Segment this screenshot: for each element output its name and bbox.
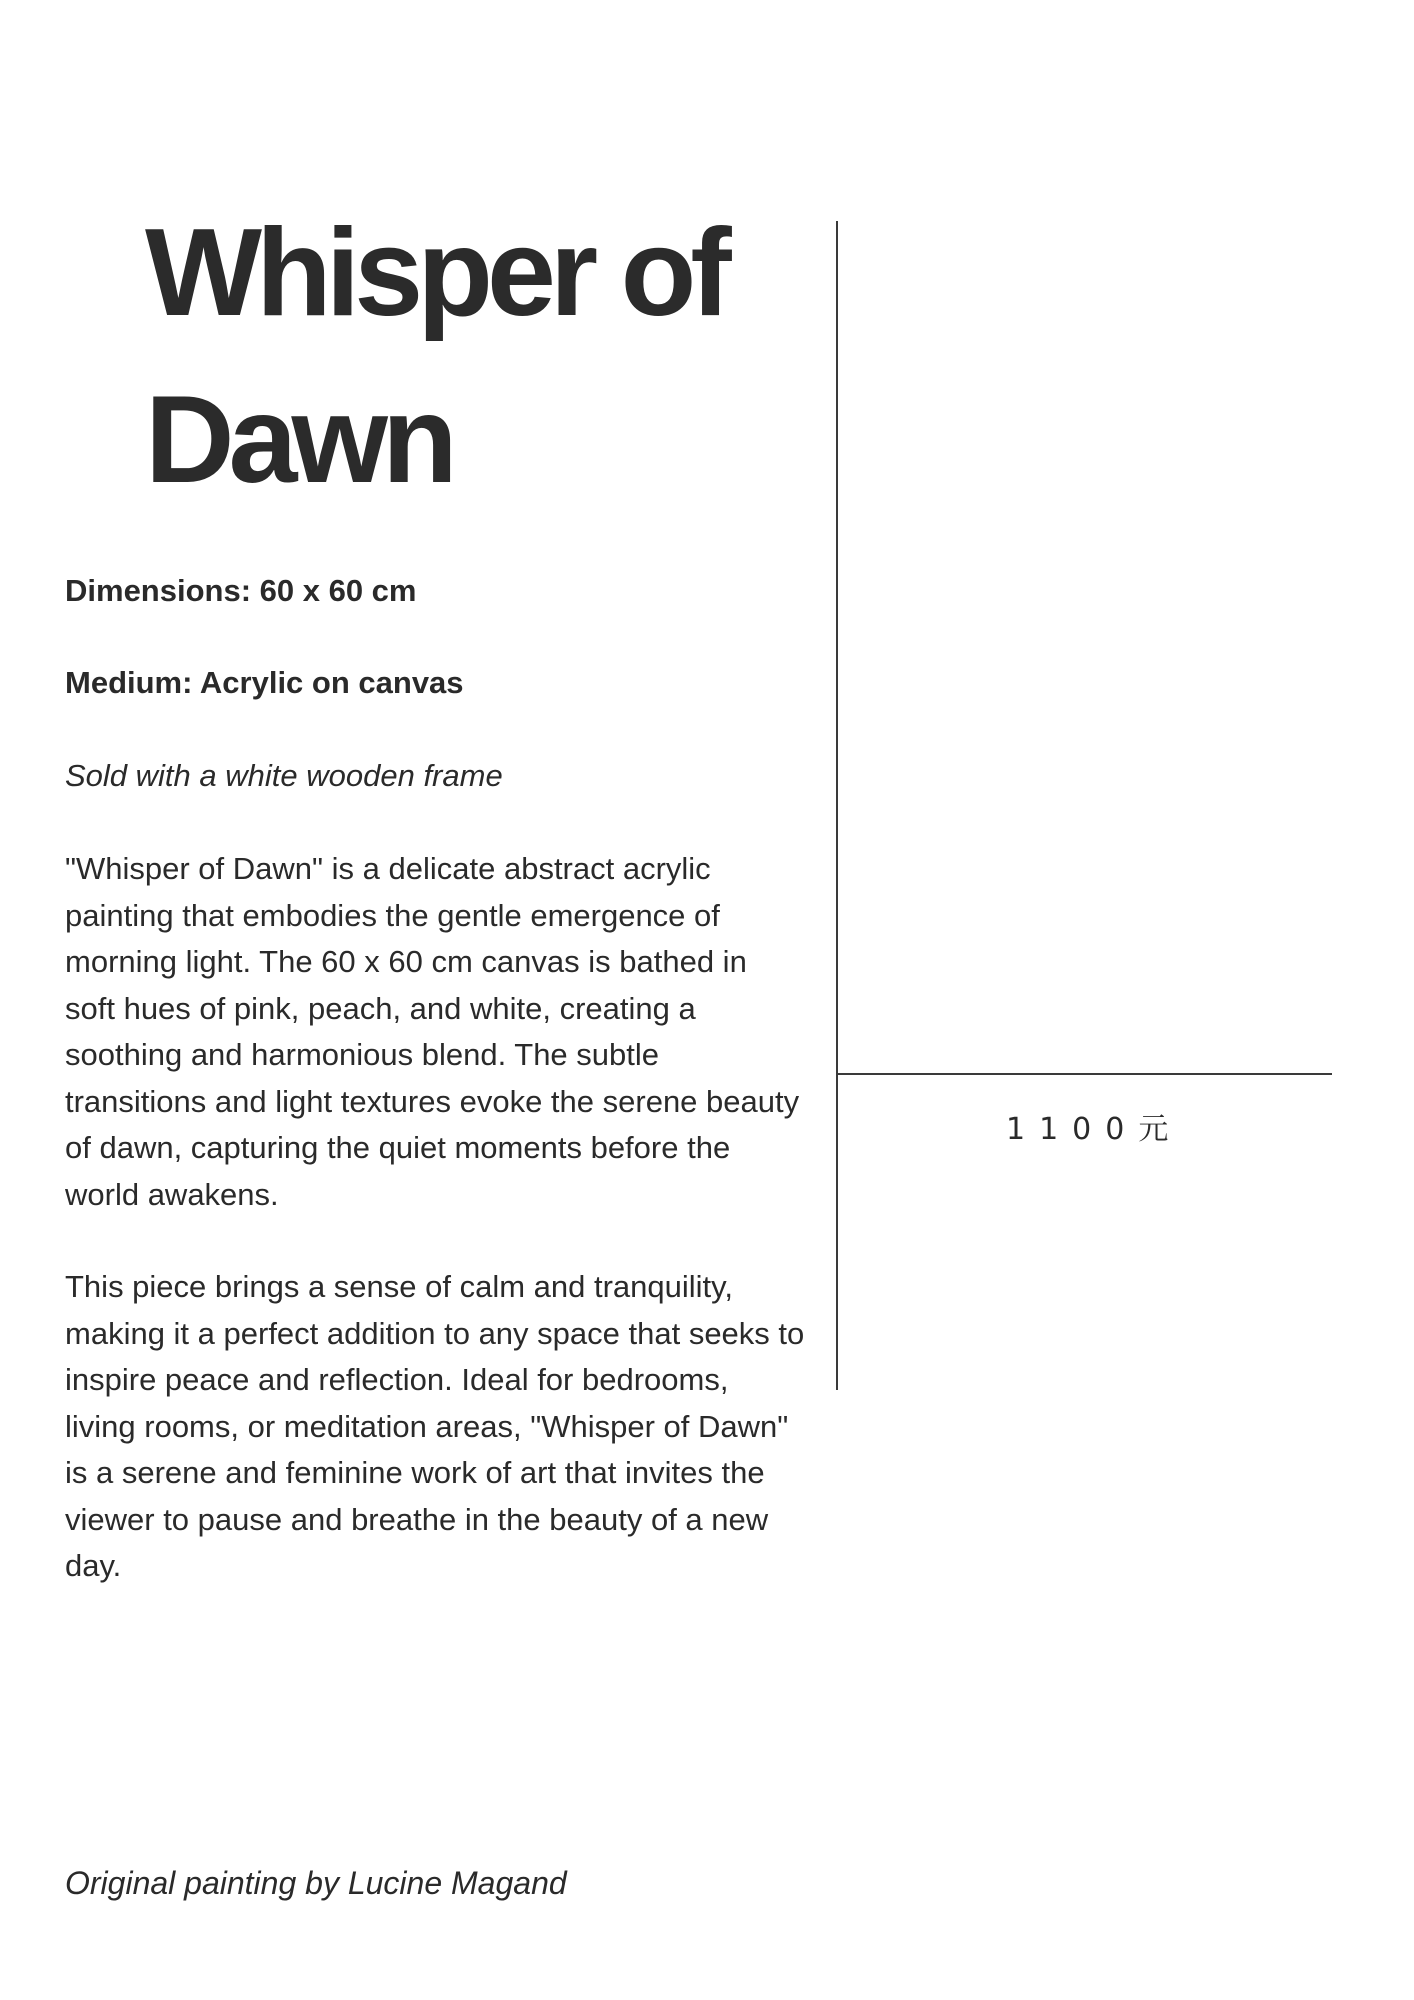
price-label: 1100元 [1006, 1112, 1183, 1147]
medium-text: Medium: Acrylic on canvas [65, 665, 464, 700]
dimensions-text: Dimensions: 60 x 60 cm [65, 573, 417, 608]
frame-note: Sold with a white wooden frame [65, 758, 503, 793]
artist-credit: Original painting by Lucine Magand [65, 1865, 567, 1901]
vertical-divider [836, 221, 838, 1390]
description-paragraph-1: "Whisper of Dawn" is a delicate abstract acrylic painting that embodies the gentle emergence of morning light. The 60 x 60 cm canvas is bathed in soft hues of pink, peach, and white, creating a soothing and harmonious blend. The subtle transitions and light textures evoke the serene beauty of dawn, capturing the quiet moments before the world awakens. [65, 851, 800, 1212]
description-paragraph-2: This piece brings a sense of calm and tranquility, making it a perfect addition to any space that seeks to inspire peace and reflection. Ideal for bedrooms, living rooms, or meditation areas, "Whisper of Dawn" is a serene and feminine work of art that invites the viewer to pause and breathe in the beauty of a new day. [65, 1269, 805, 1583]
horizontal-divider [836, 1073, 1332, 1075]
artwork-title-line-1: Whisper of [145, 204, 726, 342]
artwork-title-line-2: Dawn [145, 371, 452, 509]
artwork-title [145, 190, 785, 524]
